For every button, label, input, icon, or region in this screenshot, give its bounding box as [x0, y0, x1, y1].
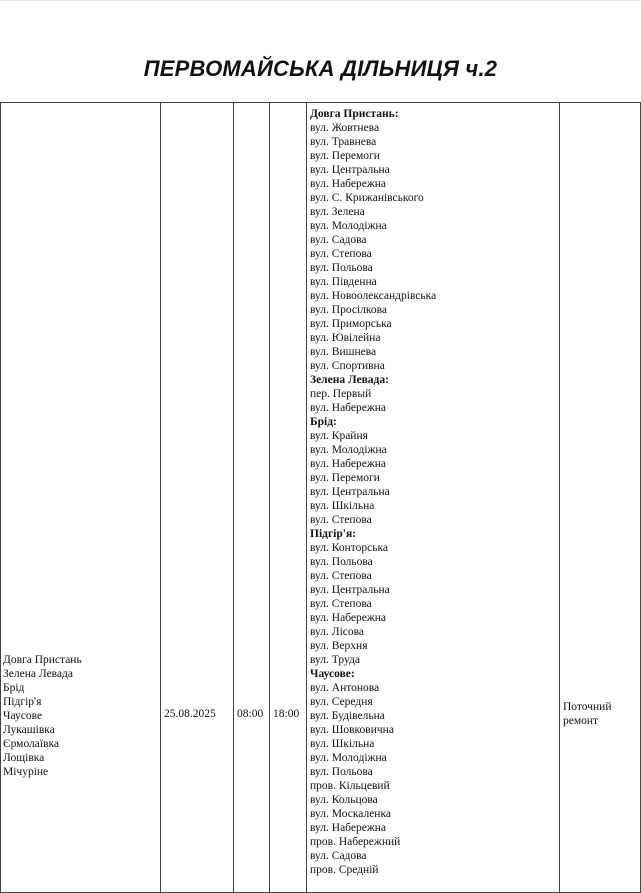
street-item: вул. Перемоги — [310, 150, 380, 162]
settlement-item: Зелена Левада — [3, 668, 74, 680]
street-group-title: Підгір'я: — [310, 528, 357, 540]
streets-cell — [307, 103, 560, 893]
work-type: Поточний ремонт — [563, 701, 612, 727]
street-item: вул. Середня — [310, 696, 373, 708]
street-item: пров. Средній — [310, 864, 379, 876]
street-item: вул. Південна — [310, 276, 377, 288]
street-item: вул. Садова — [310, 234, 367, 246]
settlement-item: Лукашівка — [3, 724, 55, 736]
street-item: вул. Новоолександрівська — [310, 290, 437, 302]
street-item: вул. Москаленка — [310, 808, 391, 820]
streets-list — [307, 103, 559, 877]
end-time-cell — [270, 103, 307, 893]
street-item: вул. Шкільна — [310, 738, 375, 750]
outage-end-time: 18:00 — [273, 708, 300, 720]
street-item: вул. Жовтнева — [310, 122, 380, 134]
street-item: вул. Шкільна — [310, 500, 375, 512]
page-top-border — [0, 0, 641, 1]
settlement-item: Підгір'я — [3, 696, 42, 708]
street-item: вул. Молодіжна — [310, 220, 387, 232]
page-title: ПЕРВОМАЙСЬКА ДІЛЬНИЦЯ ч.2 — [143, 56, 498, 81]
street-item: вул. Конторська — [310, 542, 389, 554]
street-item: вул. Центральна — [310, 486, 390, 498]
outage-start-time: 08:00 — [237, 708, 264, 720]
street-item: вул. Набережна — [310, 458, 387, 470]
street-item: вул. Антонова — [310, 682, 380, 694]
street-item: вул. Степова — [310, 570, 372, 582]
street-item: вул. Ювілейна — [310, 332, 381, 344]
street-item: вул. Набережна — [310, 178, 387, 190]
street-item: вул. Степова — [310, 248, 372, 260]
settlements-cell — [1, 103, 161, 893]
street-item: вул. Степова — [310, 598, 372, 610]
street-item: вул. Садова — [310, 850, 367, 862]
street-item: вул. Труда — [310, 654, 360, 666]
street-item: пер. Первый — [310, 388, 372, 400]
outage-date: 25.08.2025 — [164, 708, 216, 720]
street-item: вул. Молодіжна — [310, 752, 387, 764]
street-item: вул. Польова — [310, 262, 373, 274]
street-item: пров. Набережний — [310, 836, 401, 848]
settlements-list — [1, 103, 160, 779]
street-group-title: Довга Пристань: — [310, 108, 399, 120]
settlement-item: Брід — [3, 682, 25, 694]
street-item: вул. Перемоги — [310, 472, 380, 484]
street-item: вул. Набережна — [310, 822, 387, 834]
street-item: вул. Спортивна — [310, 360, 385, 372]
street-item: вул. Приморська — [310, 318, 392, 330]
street-item: вул. Травнева — [310, 136, 377, 148]
settlement-item: Довга Пристань — [3, 654, 82, 666]
street-item: вул. Просілкова — [310, 304, 388, 316]
street-item: вул. Зелена — [310, 206, 365, 218]
street-item: вул. Верхня — [310, 640, 368, 652]
settlement-item: Чаусове — [3, 710, 43, 722]
date-cell — [161, 103, 234, 893]
street-group-title: Брід: — [310, 416, 337, 428]
table-row — [1, 103, 641, 893]
street-item: вул. Вишнева — [310, 346, 377, 358]
street-item: вул. Крайня — [310, 430, 368, 442]
street-item: вул. Набережна — [310, 612, 387, 624]
street-item: вул. Набережна — [310, 402, 387, 414]
street-item: вул. Центральна — [310, 164, 390, 176]
street-group-title: Зелена Левада: — [310, 374, 389, 386]
settlement-item: Лощівка — [3, 752, 45, 764]
street-item: вул. Центральна — [310, 584, 390, 596]
settlement-item: Мічуріне — [3, 766, 49, 778]
start-time-cell — [234, 103, 270, 893]
street-item: пров. Кільцевий — [310, 780, 390, 792]
street-item: вул. Молодіжна — [310, 444, 387, 456]
street-item: вул. Будівельна — [310, 710, 385, 722]
street-item: вул. С. Крижанівського — [310, 192, 424, 204]
settlement-item: Єрмолаївка — [3, 738, 60, 750]
street-item: вул. Лісова — [310, 626, 365, 638]
street-group-title: Чаусове: — [310, 668, 355, 680]
work-type-cell — [560, 103, 641, 893]
street-item: вул. Шовковична — [310, 724, 394, 736]
street-item: вул. Польова — [310, 556, 373, 568]
street-item: вул. Степова — [310, 514, 372, 526]
street-item: вул. Кольцова — [310, 794, 378, 806]
street-item: вул. Польова — [310, 766, 373, 778]
outage-schedule-table — [0, 102, 641, 893]
